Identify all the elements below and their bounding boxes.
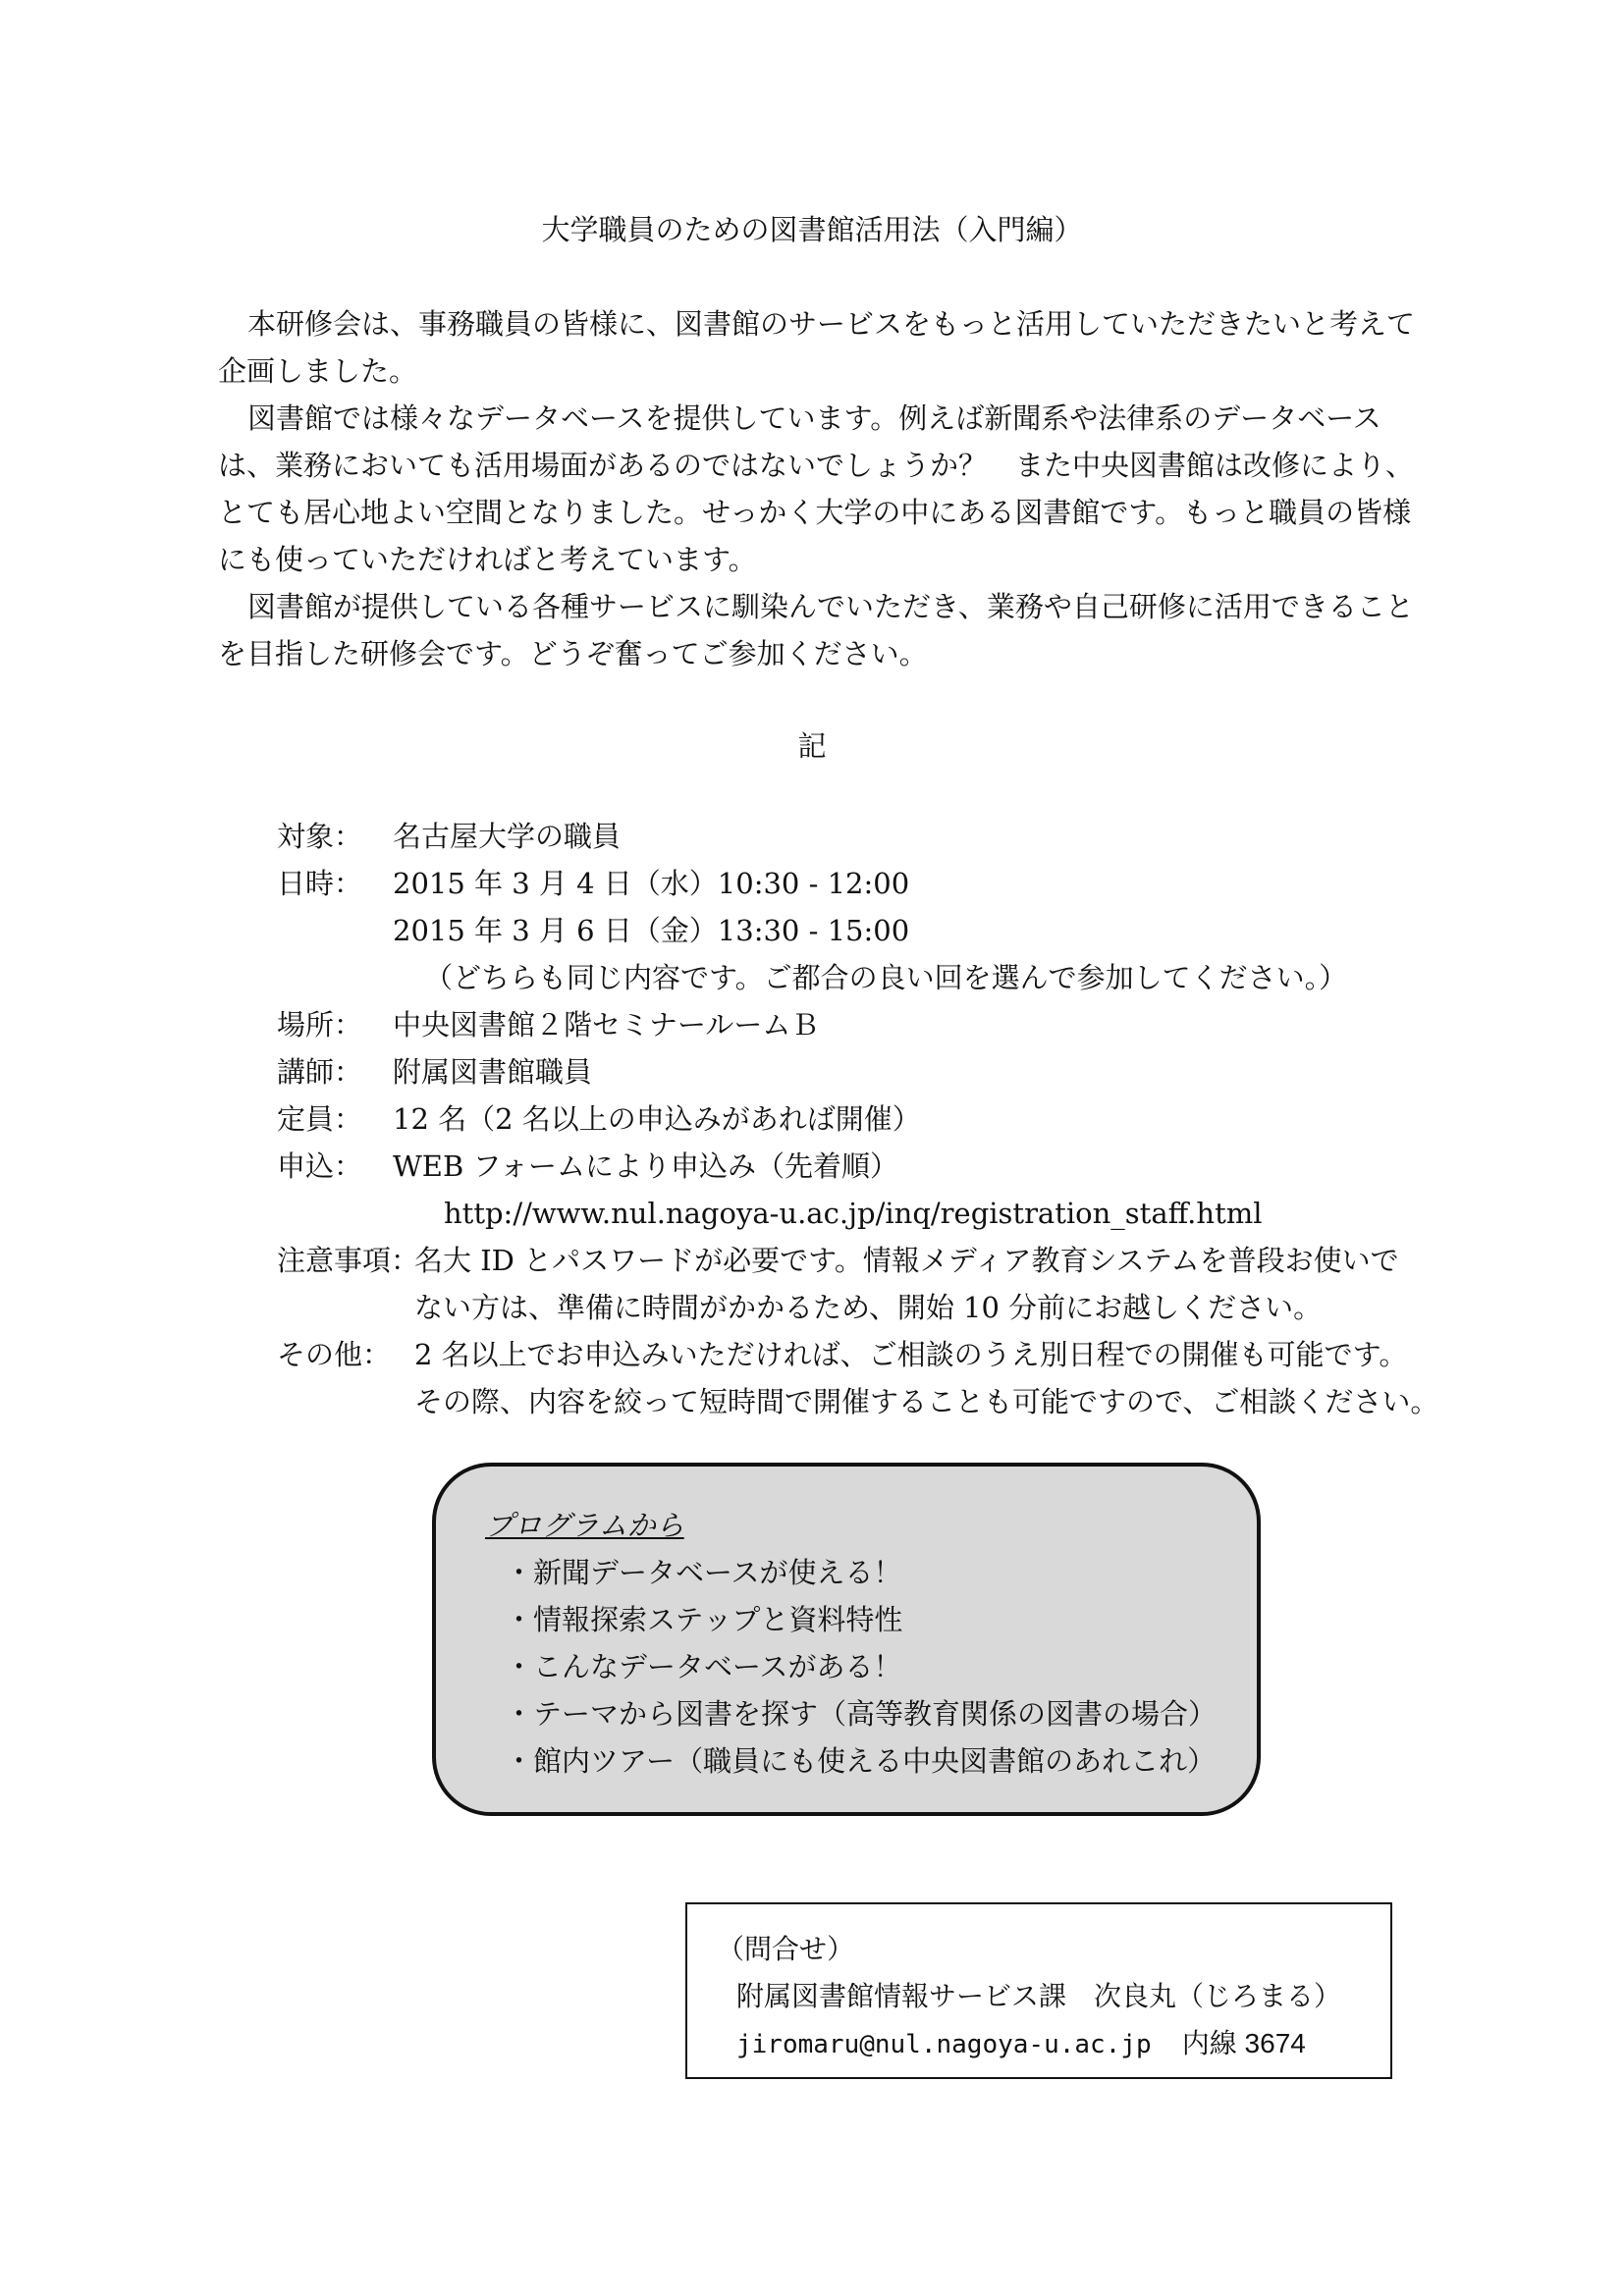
place-label: 場所： bbox=[277, 1008, 363, 1041]
target-row bbox=[277, 813, 1438, 860]
other-row-2 bbox=[277, 1378, 1438, 1425]
intro-paragraph-2: 図書館では様々なデータベースを提供しています。例えば新聞系や法律系のデータベースは、業務においても活用場面があるのではないでしょうか？ また中央図書館は改修により、とても居心地よい空間となりました。せっかく大学の中にある図書館です。もっと職員の皆様にも使っていただければと考えています。 bbox=[218, 401, 1415, 576]
lecturer-row bbox=[277, 1048, 1438, 1095]
intro-paragraph-3: 図書館が提供している各種サービスに馴染んでいただき、業務や自己研修に活用できることを目指した研修会です。どうぞ奮ってご参加ください。 bbox=[218, 590, 1414, 670]
contact-heading: （問合せ） bbox=[717, 1934, 855, 1964]
other-line-1: 2 名以上でお申込みいただければ、ご相談のうえ別日程での開催も可能です。 bbox=[414, 1338, 1408, 1371]
notes-label: 注意事項： bbox=[277, 1244, 420, 1277]
apply-url-link[interactable]: http://www.nul.nagoya-u.ac.jp/inq/registration_staff.html bbox=[444, 1197, 1263, 1230]
capacity-row bbox=[277, 1095, 1438, 1143]
ki-heading: 記 bbox=[797, 729, 827, 763]
other-line-2: その際、内容を絞って短時間で開催することも可能ですので、ご相談ください。 bbox=[414, 1385, 1439, 1418]
apply-row bbox=[277, 1143, 1438, 1190]
contact-box bbox=[685, 1902, 1392, 2079]
notes-line-2: ない方は、準備に時間がかかるため、開始 10 分前にお越しください。 bbox=[414, 1291, 1323, 1324]
program-box bbox=[432, 1463, 1261, 1816]
notes-line-1: 名大 ID とパスワードが必要です。情報メディア教育システムを普段お使いで bbox=[414, 1244, 1399, 1277]
date-value-1: 2015 年 3 月 4 日（水）10:30 - 12:00 bbox=[393, 867, 910, 900]
contact-email[interactable]: jiromaru@nul.nagoya-u.ac.jp bbox=[736, 2030, 1152, 2059]
capacity-label: 定員： bbox=[277, 1102, 363, 1136]
apply-label: 申込： bbox=[277, 1149, 363, 1183]
program-item: ・情報探索ステップと資料特性 bbox=[505, 1603, 903, 1636]
date-note: （どちらも同じ内容です。ご都合の良い回を選んで参加してください。） bbox=[424, 961, 1348, 994]
date-row-2 bbox=[277, 907, 1438, 954]
date-value-2: 2015 年 3 月 6 日（金）13:30 - 15:00 bbox=[393, 914, 910, 947]
lecturer-value: 附属図書館職員 bbox=[393, 1055, 593, 1089]
target-value: 名古屋大学の職員 bbox=[393, 820, 622, 853]
date-note-row bbox=[277, 954, 1438, 1001]
other-row bbox=[277, 1331, 1438, 1378]
program-item: ・新聞データベースが使える！ bbox=[505, 1556, 902, 1589]
program-item: ・館内ツアー（職員にも使える中央図書館のあれこれ） bbox=[505, 1744, 1217, 1778]
notes-row-2 bbox=[277, 1284, 1438, 1331]
contact-extension: 内線 3674 bbox=[1181, 2028, 1306, 2058]
program-item: ・テーマから図書を探す（高等教育関係の図書の場合） bbox=[505, 1697, 1218, 1731]
document-title: 大学職員のための図書館活用法（入門編） bbox=[541, 213, 1083, 246]
intro-paragraph-1: 本研修会は、事務職員の皆様に、図書館のサービスをもっと活用していただきたいと考えて企画しました。 bbox=[218, 307, 1416, 388]
program-item: ・こんなデータベースがある！ bbox=[505, 1650, 902, 1683]
other-label: その他： bbox=[277, 1338, 392, 1371]
apply-value: WEB フォームにより申込み（先着順） bbox=[393, 1149, 899, 1183]
capacity-value: 12 名（2 名以上の申込みがあれば開催） bbox=[393, 1102, 921, 1136]
date-label: 日時： bbox=[277, 867, 363, 900]
notes-row bbox=[277, 1237, 1438, 1284]
lecturer-label: 講師： bbox=[277, 1055, 363, 1089]
apply-url-row bbox=[277, 1190, 1438, 1237]
contact-line bbox=[717, 2020, 1390, 2068]
place-row bbox=[277, 1001, 1438, 1048]
event-details bbox=[277, 813, 1438, 1425]
place-value: 中央図書館２階セミナールームＢ bbox=[393, 1008, 820, 1041]
target-label: 対象： bbox=[277, 820, 363, 853]
program-heading: プログラムから bbox=[485, 1509, 684, 1542]
date-row bbox=[277, 860, 1438, 907]
contact-department: 附属図書館情報サービス課 次良丸（じろまる） bbox=[736, 1981, 1342, 2011]
